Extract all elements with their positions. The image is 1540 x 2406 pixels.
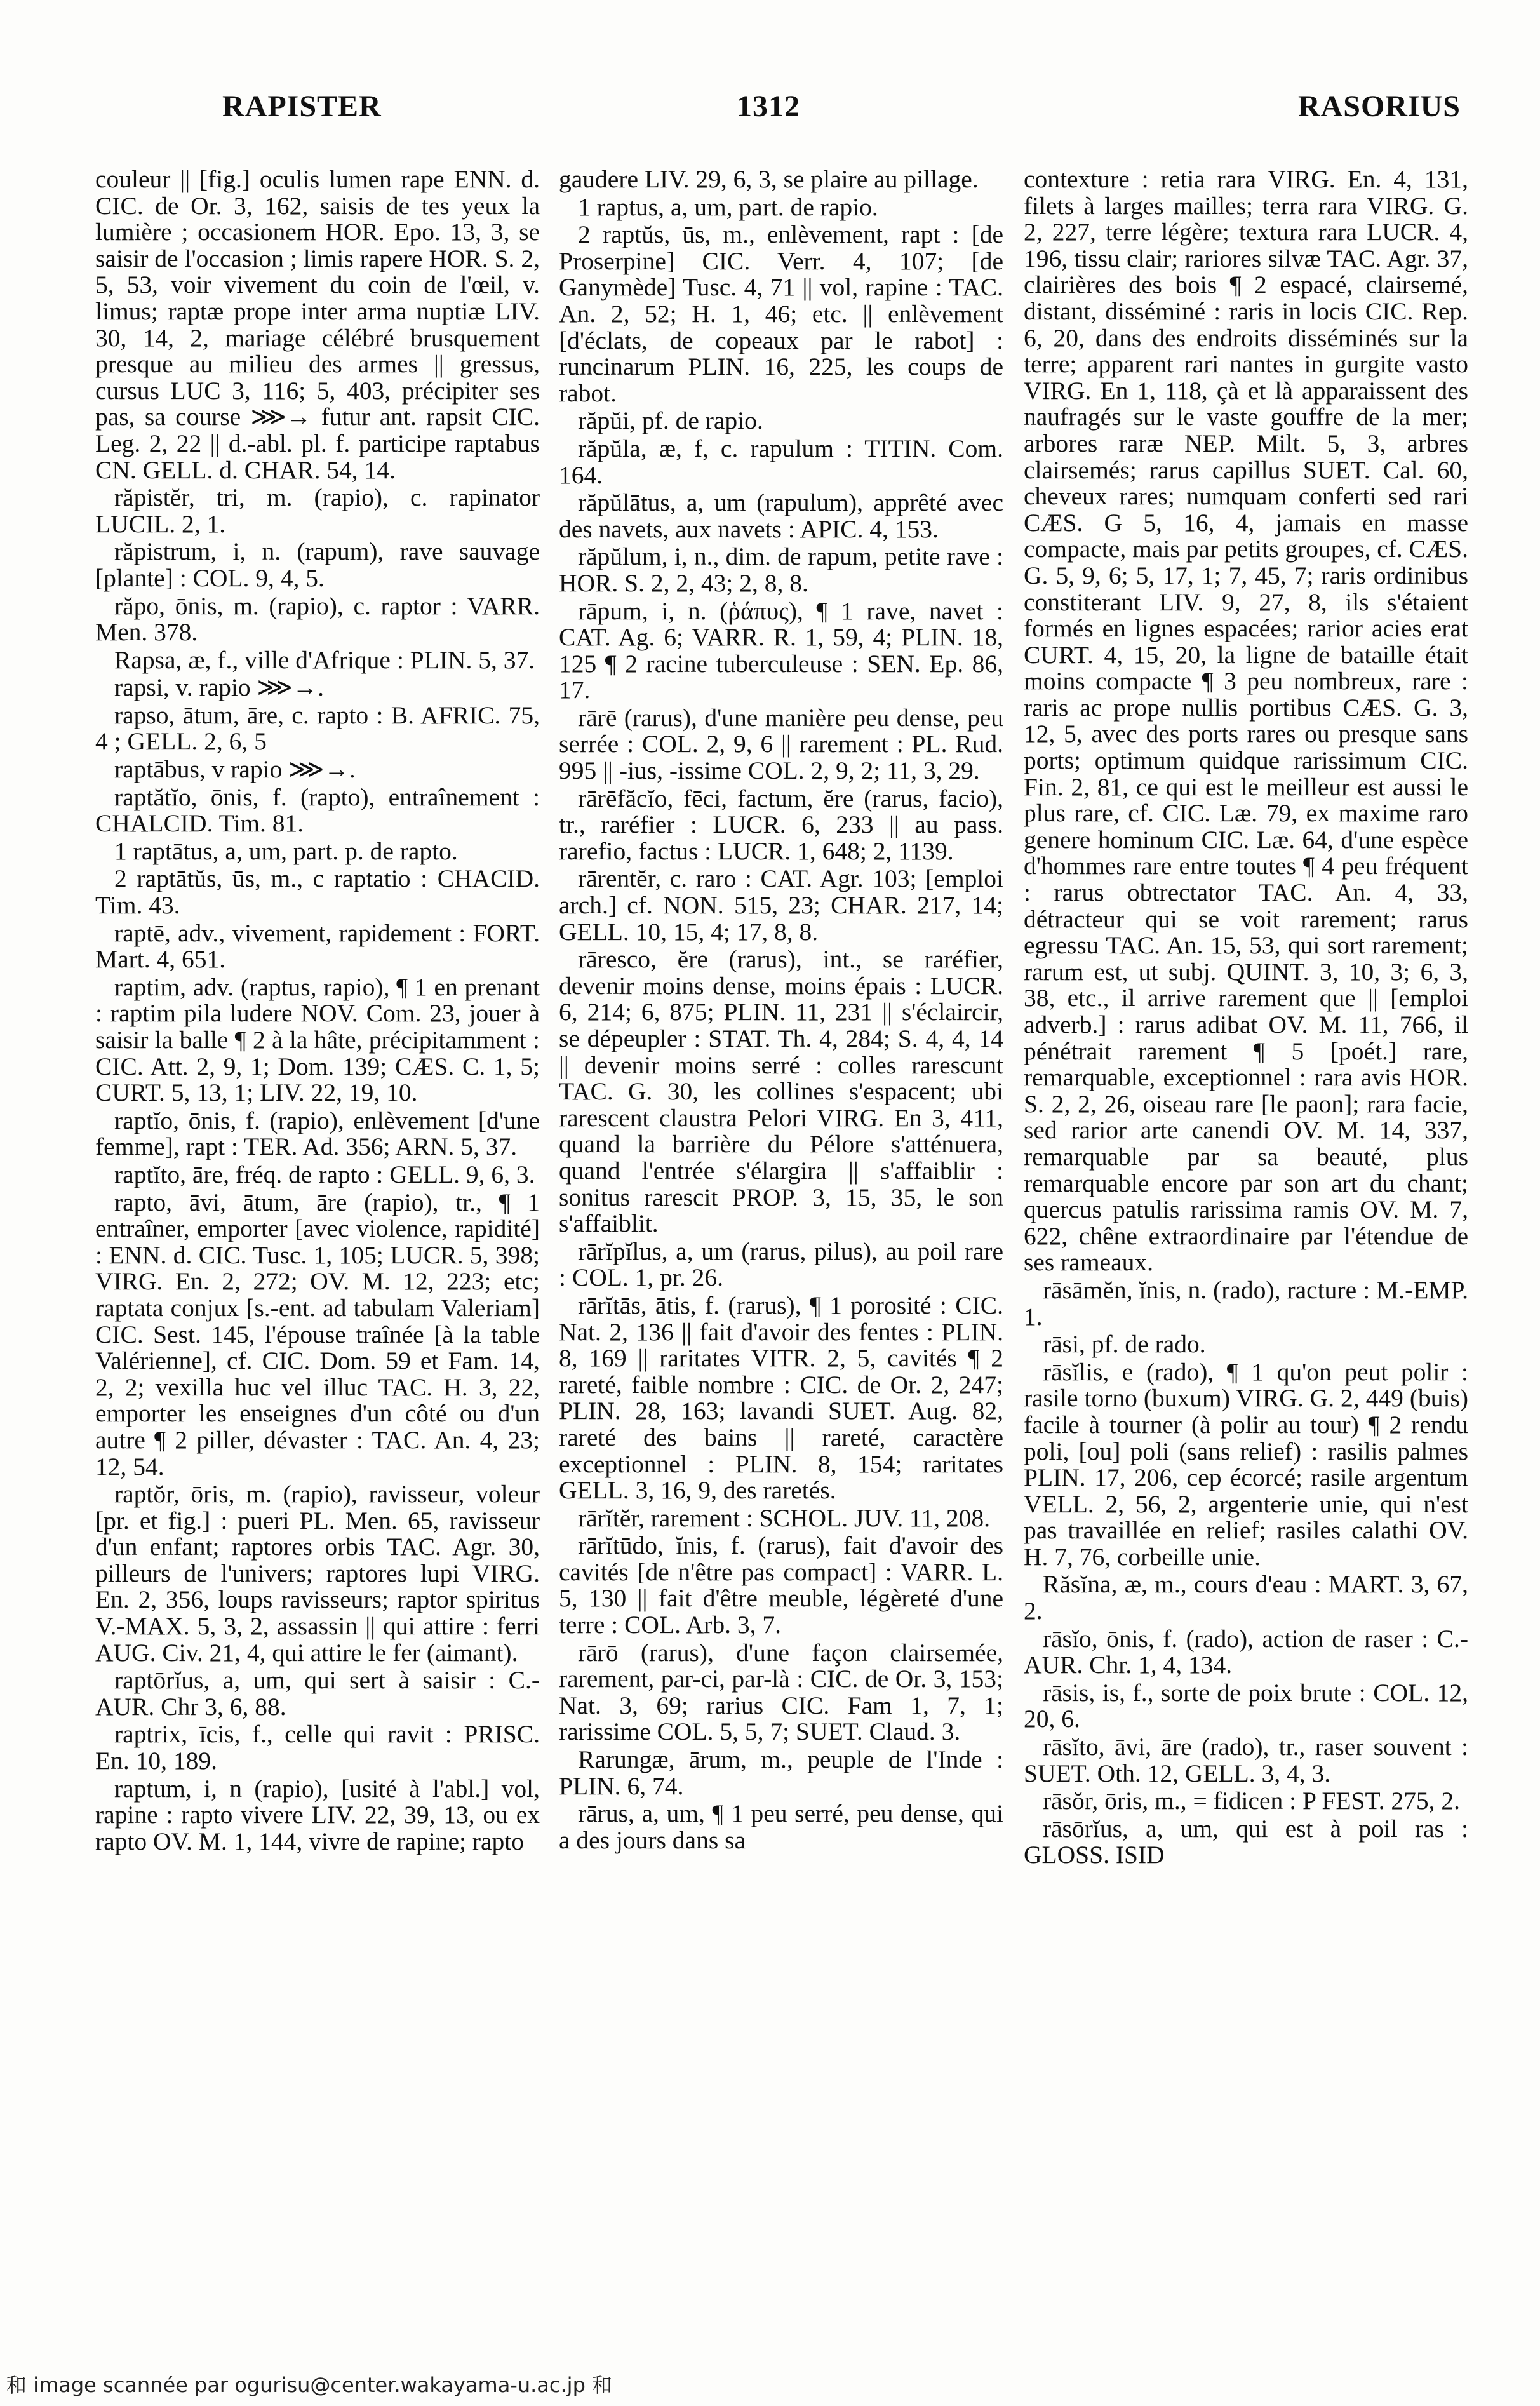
dictionary-entry: raptĭto, āre, fréq. de rapto : GELL. 9, 6, 3. bbox=[114, 1160, 535, 1188]
dictionary-entry: 2 raptŭs, ūs, m., enlèvement, rapt : [de Proserpine] CIC. Verr. 4, 107; [de Ganymède] Tusc. 4, 71 || vol, rapine : TAC. An. 2, 52; H. 1, 46; etc. || enlèvement [d'éclats, de copeaux par le rabot] : runcinarum PLIN. 16, 225, les coups de rabot. bbox=[559, 220, 1003, 407]
dictionary-entry: rārĭtās, ātis, f. (rarus), ¶ 1 porosité : CIC. Nat. 2, 136 || fait d'avoir des fentes : PLIN. 8, 169 || raritates VITR. 2, 5, cavités ¶ 2 rareté, faible nombre : CIC. de Or. 2, 247; PLIN. 28, 163; lavandi SUET. Aug. 82, rareté des bains || rareté, caractère exceptionnel : PLIN. 8, 154; raritates GELL. 3, 16, 9, des raretés. bbox=[559, 1291, 1003, 1505]
dictionary-entry: rāsĭo, ōnis, f. (rado), action de raser : C.-AUR. Chr. 1, 4, 134. bbox=[1024, 1624, 1468, 1679]
dictionary-entry: couleur || [fig.] oculis lumen rape ENN. d. CIC. de Or. 3, 162, saisis de tes yeux la lumière ; occasionem HOR. Epo. 13, 3, se saisir de l'occasion ; limis rapere HOR. S. 2, 5, 53, voir vivement du coin de l'œil, v. limus; raptæ prope inter arma nuptiæ LIV. 30, 14, 2, mariage célébré brusquement presque au milieu des armes || gressus, cursus LUC 3, 116; 5, 403, précipiter ses pas, sa course ⋙→ futur ant. rapsit CIC. Leg. 2, 22 || d.-abl. pl. f. participe raptabus CN. GELL. d. CHAR. 54, 14. bbox=[95, 165, 540, 484]
dictionary-entry: răpŭlātus, a, um (rapulum), apprêté avec des navets, aux navets : APIC. 4, 153. bbox=[559, 488, 1003, 543]
dictionary-entry: rārus, a, um, ¶ 1 peu serré, peu dense, qui a des jours dans sa bbox=[559, 1799, 1003, 1854]
dictionary-entry: raptum, i, n (rapio), [usité à l'abl.] vol, rapine : rapto vivere LIV. 22, 39, 13, ou ex rapto OV. M. 1, 144, vivre de rapine; rapto bbox=[95, 1774, 540, 1855]
dictionary-entry: răpŭlum, i, n., dim. de rapum, petite rave : HOR. S. 2, 2, 43; 2, 8, 8. bbox=[559, 542, 1003, 597]
page-number: 1312 bbox=[737, 90, 800, 123]
dictionary-entry: raptōrĭus, a, um, qui sert à saisir : C.-AUR. Chr 3, 6, 88. bbox=[95, 1666, 540, 1721]
dictionary-entry: 1 raptātus, a, um, part. p. de rapto. bbox=[114, 837, 458, 865]
running-head-left: RAPISTER bbox=[222, 90, 382, 123]
dictionary-entry: rapto, āvi, ātum, āre (rapio), tr., ¶ 1 entraîner, emporter [avec violence, rapidité] : ENN. d. CIC. Tusc. 1, 105; LUCR. 5, 398; VIRG. En. 2, 272; OV. M. 12, 223; etc; raptata conjux [s.-ent. ad tabulam Valeriam] CIC. Sest. 145, l'épouse traînée [à la table Valérienne], cf. CIC. Dom. 59 et Fam. 14, 2, 2; vexilla huc vel illuc TAC. H. 3, 22, emporter les enseignes d'un côté ou d'un autre ¶ 2 piller, dévaster : TAC. An. 4, 23; 12, 54. bbox=[95, 1188, 540, 1481]
dictionary-entry: rāsŏr, ōris, m., = fidicen : P FEST. 275, 2. bbox=[1043, 1787, 1461, 1815]
column-1 bbox=[95, 166, 540, 1856]
dictionary-entry: răpŭla, æ, f, c. rapulum : TITIN. Com. 164. bbox=[559, 434, 1003, 489]
dictionary-entry: răpistĕr, tri, m. (rapio), c. rapinator LUCIL. 2, 1. bbox=[95, 483, 540, 538]
dictionary-entry: rāsĭto, āvi, āre (rado), tr., raser souvent : SUET. Oth. 12, GELL. 3, 4, 3. bbox=[1024, 1733, 1468, 1787]
dictionary-entry: raptŏr, ōris, m. (rapio), ravisseur, voleur [pr. et fig.] : pueri PL. Men. 65, ravisseur d'un enfant; raptores orbis TAC. Agr. 30, pilleurs de l'univers; raptores lupi VIRG. En. 2, 356, loups ravisseurs; raptor spiritus V.-MAX. 5, 3, 2, assassin || qui attire : ferri AUG. Civ. 21, 4, qui attire le fer (aimant). bbox=[95, 1480, 540, 1667]
dictionary-entry: 2 raptātŭs, ūs, m., c raptatio : CHACID. Tim. 43. bbox=[95, 864, 540, 920]
dictionary-entry: rāresco, ĕre (rarus), int., se raréfier, devenir moins dense, moins épais : LUCR. 6, 214; 6, 875; PLIN. 11, 231 || s'éclaircir, se dépeupler : STAT. Th. 4, 284; S. 4, 4, 14 || devenir moins serré : colles rarescunt TAC. G. 30, les collines s'espacent; ubi rarescent claustra Pelori VIRG. En 3, 411, quand la barrière du Pélore s'atténuera, quand l'entrée s'élargira || s'affaiblir : sonitus rarescit PROP. 3, 15, 35, le son s'affaiblit. bbox=[559, 945, 1003, 1238]
dictionary-entry: răpistrum, i, n. (rapum), rave sauvage [plante] : COL. 9, 4, 5. bbox=[95, 537, 540, 592]
dictionary-entry: Rapsa, æ, f., ville d'Afrique : PLIN. 5, 37. bbox=[114, 645, 535, 674]
dictionary-entry: raptē, adv., vivement, rapidement : FORT. Mart. 4, 651. bbox=[95, 918, 540, 974]
dictionary-entry: raptābus, v rapio ⋙→. bbox=[114, 755, 356, 784]
dictionary-entry: rārentĕr, c. raro : CAT. Agr. 103; [emploi arch.] cf. NON. 515, 23; CHAR. 217, 14; GELL. 10, 15, 4; 17, 8, 8. bbox=[559, 864, 1003, 946]
dictionary-entry: rāsāmĕn, ĭnis, n. (rado), racture : M.-EMP. 1. bbox=[1024, 1275, 1468, 1331]
dictionary-entry: rāsi, pf. de rado. bbox=[1043, 1330, 1206, 1359]
dictionary-entry: Răsĭna, æ, m., cours d'eau : MART. 3, 67, 2. bbox=[1024, 1570, 1468, 1625]
dictionary-entry: rāsōrĭus, a, um, qui est à poil ras : GLOSS. ISID bbox=[1024, 1814, 1468, 1869]
dictionary-entry: raptĭo, ōnis, f. (rapio), enlèvement [d'une femme], rapt : TER. Ad. 356; ARN. 5, 37. bbox=[95, 1106, 540, 1161]
dictionary-entry: contexture : retia rara VIRG. En. 4, 131, filets à larges mailles; terra rara VIRG. G. 2, 227, terre légère; textura rara LUCR. 4, 196, tissu clair; rariores silvæ TAC. Agr. 37, clairières des bois ¶ 2 espacé, clairsemé, distant, disséminé : raris in locis CIC. Rep. 6, 20, dans des endroits disséminés sur la terre; apparent rari nantes in gurgite vasto VIRG. En 1, 118, çà et là apparaissent des naufragés sur le vaste gouffre de la mer; arbores raræ NEP. Milt. 5, 3, arbres clairsemés; rarus capillus SUET. Cal. 60, cheveux rares; numquam conferti sed rari CÆS. G 5, 16, 4, jamais en masse compacte, mais par petits groupes, cf. CÆS. G. 5, 9, 6; 5, 17, 1; 7, 45, 7; raris ordinibus constiterant LIV. 9, 27, 8, ils s'étaient formés en lignes espacées; rarior acies erat CURT. 4, 15, 20, la ligne de bataille était moins compacte ¶ 3 peu nombreux, rare : raris ac prope nullis portibus CÆS. G. 3, 12, 5, avec des ports rares ou presque sans ports; optimum quidque rarissimum CIC. Fin. 2, 81, ce qui est le meilleur est aussi le plus rare, cf. CIC. Læ. 79, ex maxime raro genere hominum CIC. Læ. 64, d'une espèce d'hommes rare entre toutes ¶ 4 peu fréquent : rarus obtrectator TAC. An. 4, 33, détracteur qui se voit rarement; rarus egressu TAC. An. 15, 53, qui sort rarement; rarum est, ut subj. QUINT. 3, 10, 3; 6, 3, 38, etc., il arrive rarement que || [emploi adverb.] : rarus adibat OV. M. 11, 766, il pénétrait rarement ¶ 5 [poét.] rare, remarquable, exceptionnel : rara avis HOR. S. 2, 2, 26, oiseau rare [le paon]; rara facie, sed rarior arte canendi OV. M. 14, 337, remarquable par sa beauté, plus remarquable encore par son art du chant; quercus patulis rarissima ramis OV. M. 7, 622, chêne extraordinaire par l'étendue de ses rameaux. bbox=[1024, 165, 1468, 1277]
dictionary-entry: rāsis, is, f., sorte de poix brute : COL. 12, 20, 6. bbox=[1024, 1678, 1468, 1733]
dictionary-entry: raptrix, īcis, f., celle qui ravit : PRISC. En. 10, 189. bbox=[95, 1720, 540, 1775]
dictionary-entry: gaudere LIV. 29, 6, 3, se plaire au pillage. bbox=[559, 165, 979, 193]
column-3 bbox=[1024, 166, 1468, 1870]
dictionary-entry: rārĭtĕr, rarement : SCHOL. JUV. 11, 208. bbox=[578, 1503, 990, 1532]
column-2 bbox=[559, 166, 1003, 1855]
dictionary-entry: rārē (rarus), d'une manière peu dense, peu serrée : COL. 2, 9, 6 || rarement : PL. Rud. 995 || -ius, -issime COL. 2, 9, 2; 11, 3, 29. bbox=[559, 703, 1003, 785]
dictionary-entry: rārĭpĭlus, a, um (rarus, pilus), au poil rare : COL. 1, pr. 26. bbox=[559, 1237, 1003, 1292]
scan-credit-text: 和 image scannée par ogurisu@center.wakayama-u.ac.jp 和 bbox=[6, 2373, 613, 2397]
dictionary-entry: rāpum, i, n. (ῥάπυς), ¶ 1 rave, navet : CAT. Ag. 6; VARR. R. 1, 59, 4; PLIN. 18, 125 ¶ 2 racine tuberculeuse : SEN. Ep. 86, 17. bbox=[559, 596, 1003, 704]
page-header bbox=[95, 89, 1461, 146]
dictionary-entry: răpo, ōnis, m. (rapio), c. raptor : VARR. Men. 378. bbox=[95, 591, 540, 647]
running-head-right: RASORIUS bbox=[1297, 90, 1461, 123]
dictionary-entry: Rarungæ, ārum, m., peuple de l'Inde : PLIN. 6, 74. bbox=[559, 1745, 1003, 1800]
dictionary-entry: raptătĭo, ōnis, f. (rapto), entraînement : CHALCID. Tim. 81. bbox=[95, 783, 540, 838]
dictionary-entry: 1 raptus, a, um, part. de rapio. bbox=[578, 192, 878, 221]
dictionary-entry: raptim, adv. (raptus, rapio), ¶ 1 en prenant : raptim pila ludere NOV. Com. 23, jouer à saisir la balle ¶ 2 à la hâte, précipitamment : CIC. Att. 2, 9, 1; Dom. 139; CÆS. C. 1, 5; CURT. 5, 13, 1; LIV. 22, 19, 10. bbox=[95, 972, 540, 1107]
dictionary-entry: rāsĭlis, e (rado), ¶ 1 qu'on peut polir : rasile torno (buxum) VIRG. G. 2, 449 (buis) facile à tourner (à polir au tour) ¶ 2 rendu poli, [ou] poli (sans relief) : rasilis palmes PLIN. 17, 206, cep écorcé; rasile argentum VELL. 2, 56, 2, argenterie unie, qui n'est pas travaillée en relief; rasiles calathi OV. H. 7, 76, corbeille unie. bbox=[1024, 1357, 1468, 1571]
dictionary-entry: rārō (rarus), d'une façon clairsemée, rarement, par-ci, par-là : CIC. de Or. 3, 153; Nat. 3, 69; rarius CIC. Fam 1, 7, 1; rarissime COL. 5, 5, 7; SUET. Claud. 3. bbox=[559, 1638, 1003, 1746]
dictionary-entry: rapsi, v. rapio ⋙→. bbox=[114, 673, 325, 702]
dictionary-entry: rārĭtūdo, ĭnis, f. (rarus), fait d'avoir des cavités [de n'être pas compact] : VARR. L. 5, 130 || fait d'être meuble, légèreté d'une terre : COL. Arb. 3, 7. bbox=[559, 1531, 1003, 1639]
dictionary-entry: rārēfăcĭo, fēci, factum, ĕre (rarus, facio), tr., raréfier : LUCR. 6, 233 || au pass. rarefio, factus : LUCR. 1, 648; 2, 1139. bbox=[559, 784, 1003, 865]
dictionary-entry: rapso, ātum, āre, c. rapto : B. AFRIC. 75, 4 ; GELL. 2, 6, 5 bbox=[95, 701, 540, 756]
dictionary-entry: răpŭi, pf. de rapio. bbox=[578, 407, 763, 435]
